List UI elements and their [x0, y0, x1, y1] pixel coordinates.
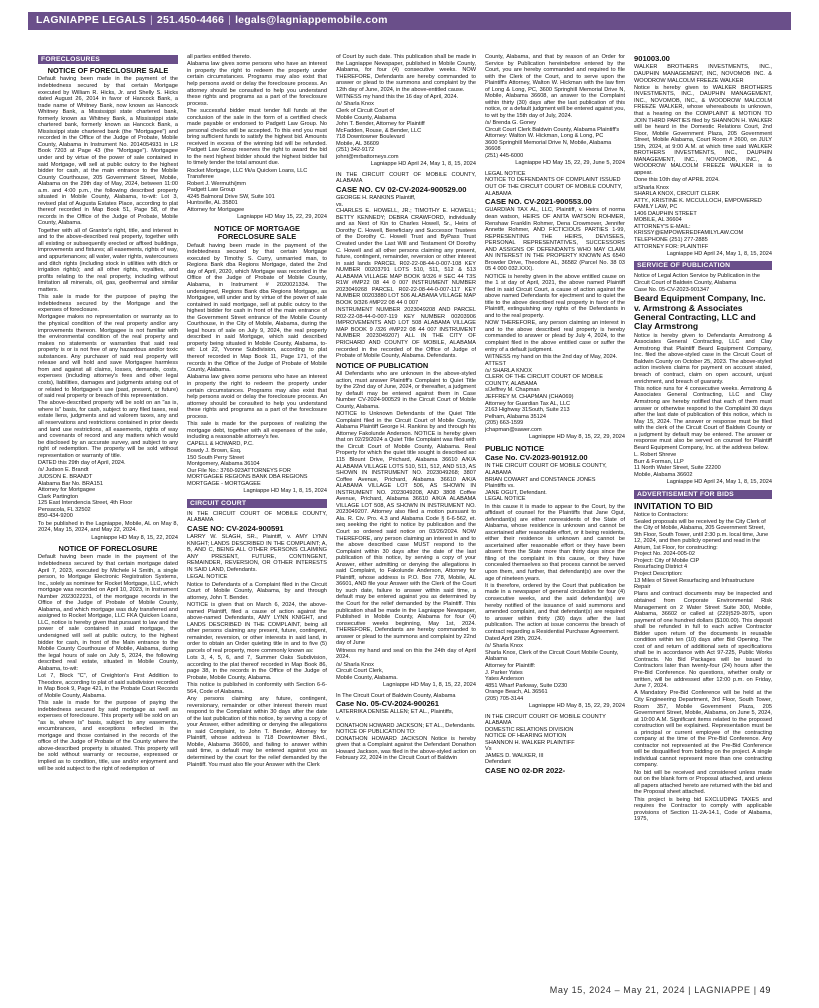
case-number: CASE NO. CV 02-CV-2024-900529.00 — [336, 184, 467, 194]
notice-signature: /s/ Judson E. Brandt JUDSON E. BRANDT Alabama Bar No. BRA151 Attorney for Mortgagee Clark Partington 125 East Intendencia Street, 4th Floor Pensacola, FL 32502 850-434-9200 — [38, 467, 133, 520]
notice-signature: /s/ Sharla Knox Clerk of Circuit Court of Mobile County, Alabama John T. Bender, Attorney for Plaintiff McFadden, Rouse, & Bender, LLC 718 Downtowner Boulevard Mobile, AL 36609 (251) 342-9172 johnt@mrbattorneys.com — [336, 101, 425, 160]
notice-body: Default having been made in the payment of the indebtedness secured by that certain mortgage dated April 7, 2023, executed by Michele H Smith, a single person, to Mortgage Electronic Registration Systems, Inc., solely as nominee for Rocket Mortgage, LLC, which mortgage was recorded on April 10, 2023, in Instrument Number 2023022231, of the mortgage records in the Office of the Judge of Probate of Mobile County, Alabama, and which mortgage was duly transferred and assigned to Rocket Mortgage, LLC FKA Quicken Loans, LLC, notice is hereby given that pursuant to law and the power of sale contained in said mortgage, the undersigned will sell at public outcry, to the highest bidder for cash, in front of the Main entrance to the Mobile County Courthouse of Mobile, Alabama, during the legal hours of sale on July 5, 2024, the following described real estate, situated in Mobile County, Alabama, to-wit: — [38, 554, 178, 672]
notice-title: PUBLIC NOTICE — [485, 443, 545, 453]
court-caption: IN THE CIRCUIT COURT OF MOBILE COUNTY, ALABAMA BRIAN COWART and CONSTANCE JONES Plaintiffs vs. JANE OGUT, Defendant. LEGAL NOTICE — [485, 463, 607, 503]
notice-body: NOTICE is given that on March 6, 2024, the above-named Plaintiff, filed a cause of action against the above-named Defendants, AMY LYNN KNIGHT, and LANDS DESCRIBED IN THE COMPLAINT, being all other persons claiming any present, future, contingent, remainder, reversion, or other interests in said land, in order to obtain an Order quieting title in and to five (5) parcels of real property, more commonly known as: — [187, 602, 327, 654]
notice-signature: L. Robert Shreve Burr & Forman, LLP 11 North Water Street, Suite 22200 Mobile, Alabama 36602 — [634, 452, 721, 478]
notice-body: NOTICE to Unknown Defendants of the Quiet Title Complaint filed in the Circuit Court of Mobile County, Alabama Plaintiff George H. Rankins by and through his Attorney Fakolunde Anderson. NOTICE is hereby given that on 02/29/2024 a Quiet Title Complaint was filed with the Circuit Court of Mobile County, Alabama. Real Property for which the quiet title sought is described as: 115 Blount Drive, Prichard, Alabama 36610 A/K/A ALABAMA VILLAGE LOTS 510, 511, 512, AND 513, AS SHOWN IN INSTRUMENT NO. 2023049268; 3807 Coffee Avenue, Prichard, Alabama 36610 A/K/A ALABAMA VILLAGE LOT 506, AS SHOWN IN INSTRUMENT NO. 2023049208, AND 3808 Coffee Avenue, Prichard, Alabama 36610 A/K/A ALABAMA VILLAGE LOT 508, AS SHOWN IN INSTRUMENT NO. 2023049207. Attorney also filed a motion pursuant to Ala. R. Civ. Pro. 4.3 and Alabama Code § 6-6-562, et. seq seeking the right to notice by publication and the Court so ordered said notice on 03/26/2024. NOW THEREFORE, any person claiming an interest in and to the above described case MUST respond to the Complaint within 30 days after the date of the last publication of this notice, by serving a copy of your Answer, either admitting or denying the allegations in said Complaint, to Fakolunde Anderson, Attorney for Plaintiff, whose address is P.O. Box 778, Mobile, AL 36601, AND file your Answer with the Clerk of the Court by such date, failure to answer within said time, a default may be entered against you as determined by the Court for the relief demanded by the Plaintiff. This publication shall be made in the Lagniappe Newspaper, Published in Mobile County, Alabama for four (4) consecutive weeks beginning, May 1st, 2024. THEREFORE, Defendants are hereby commanded to answer or plead to the summons and complaint by 22nd day of June — [336, 411, 476, 647]
notice-signature: /s/ Brenda G. Goney Circuit Court Clerk Baldwin County, Alabama Plaintiff's Attorney: Walton W. Hickman, Long & Long, PC 3600 Springhill Memorial Drive N, Mobile, Alabama 36608 (251) 445-6000 — [485, 120, 620, 159]
notice-body: all parties entitled thereto. — [187, 54, 252, 60]
section-bar-foreclosures: FORECLOSURES — [38, 55, 178, 64]
notice-body: In this cause it is made to appear to the Court, by the affidavit of counsel for the Plaintiffs that Jane Ogut, defendant(s) are either nonresidents of the State of Alabama, whose residence is unknown and cannot be ascertained after reasonable effort, or it being residents, either their residence is unknown and cannot be ascertained after reasonable effort or they have been absent from the State more than thirty days since the filing of the complaint in this cause, or they have concealed themselves so that process cannot be served upon them, and further, that defendant(s) are over the age of nineteen years. — [485, 503, 625, 582]
notice-body: Together with all of Grantor's right, title, and interest in and to the above-described real property, together with all existing or subsequently erected or affixed buildings, improvements and fixtures; all easements, rights of way, and appurtenances; all water, water rights, watercourses and ditch rights (including stock in utilities with ditch or irrigation rights); and all other rights, royalties, and profits relating to the real property, including without limitation all minerals, oil, gas, geothermal and similar matters. — [38, 227, 178, 293]
brand-name: LAGNIAPPE LEGALS — [36, 14, 146, 26]
notice-body: Plans and contract documents may be inspected and obtained from Corporate Environmental Risk Management on 2 Water Street Suite 300, Mobile, Alabama, 36602 or called at (229)529-3975, upon payment of one hundred dollars ($100.00). This deposit shall be refunded in full to each active Contractor Bidder upon return of the documents in reusable condition within ten (10) days after Bid Opening. The cost of and return of additional sets of specifications shall be in accordance with Act 97-225, Public Works Contracts. No Bid Packages will be issued to Contractors later than twenty-four (24) hours after the Pre-Bid Conference. No questions, whether orally or written, will be addressed after 12:00 p.m. on Friday, June 7, 2024. — [634, 591, 772, 690]
notice-date: Done this 10th day of APRIL 2024. — [634, 177, 720, 184]
court-caption: In The Circuit Court of Baldwin County, Alabama — [336, 692, 456, 699]
notice-body: INSTRUMENT NUMBER 2023049208 AND PARCEL R02-22-08-44-0-007-119 KEY NUMBER 00203906 IMPROVEMENTS AND LOT 508 ALABAMA VILLAGE MAP BOOK 9 /326 #MP22 08 44 007 INSTRUMENT NUMBER 2023049207) ALL IN THE CITY OF PRICHARD AND COUNTY OF MOBILE, ALABAMA recorded in the recorded of the Office of Judge of Probate of Mobile County, Alabama. Defendants. — [336, 307, 476, 360]
header-separator: | — [149, 14, 153, 26]
notice-body: All Defendants who are unknown in the above-styled action, must answer Plaintiff's Complaint to Quiet Title by the 22nd day of June, 2024, or thereafter, a judgment by default may be entered against them in Case Number CV-2024-900529 in the Circuit Court of Mobile County, Alabama. — [336, 371, 476, 410]
notice-body: Notice is hereby given to WALKER BROTHERS INVESTMENTS, INC., DAUPHIN MANAGEMENT, INC., NOVOMOB, INC., & WOODROW MALCOLM FREEZE WALKER, whose whereabouts is unknown, that a hearing on the COMPLAINT & MOTION TO JOIN THIRD PARTIES filed by SHANNON H. WALKER will be heard in the Domestic Relations Court, 2nd Floor, Mobile Government Plaza, 205 Government Street, Mobile Alabama, Court Room # 2600, on JULY 15th, 2024, at 9:00 A.M. at which time said WALKER BROTHERS INVESTMENTS, INC., DAUPHIN MANAGEMENT, INC., NOVOMOB, INC., & WOODROW MALCOLM FREEZE WALKER is to appear. — [634, 84, 772, 176]
case-number: CASE NO. CV-2021-900553.00 — [485, 197, 592, 207]
notice-signature: ATTEST /s/ SHARLA KNOX CLERK OF THE CIRCUIT COURT OF MOBILE COUNTY, ALABAMA s/Jeffrey M. Chapman JEFFREY M. CHAPMAN (CHA069) Attorney for Guardian Tax AL, LLC 2163 Highway 31South, Suite 213 Pelham, Alabama 35124 (205) 663-1599 jchapman@sawer.com — [485, 361, 604, 433]
notice-body: Notice to Contractors: Sealed proposals will be received by the City Clerk of the City of Mobile, Alabama, 205 Government Street, 9th Floor, South Tower, until 2:30 p.m. local time, June 12, 2024, and then publicly opened and read in the Atrium, 1st Floor, for constructing: Project No. 2024-005-02 Project: City of Mobile CIP Resurfacing District 4 Project Description: 13 Miles of Street Resurfacing and Infrastructure Repair — [634, 512, 769, 591]
column-5 — [634, 54, 772, 959]
case-number: CASE NO 02-DR 2022- — [485, 766, 566, 776]
footer-dates: May 15, 2024 – May 21, 2024 — [549, 985, 686, 995]
notice-body: This notice is published in conformity with Section 6-6-564, Code of Alabama. — [187, 682, 327, 695]
notice-body: The successful bidder must tender full funds at the conclusion of the sale in the form of a certified check made payable or endorsed to Padgett Law Group. No personal checks will be accepted. To this end you must bring sufficient funds to satisfy the highest bid. Amounts received in excess of the winning bid will be refunded. Padgett Law Group reserves the right to award the bid to the next highest bidder should the highest bidder fail to timely tender the total amount due. — [187, 107, 327, 167]
notice-body: This sale is made for the purposes of realizing the mortgage debt, together with all expenses of the sale, including a reasonable attorney's fee. — [187, 421, 327, 441]
court-caption: IN THE CIRCUIT COURT OF MOBILE COUNTY, ALABAMA — [336, 171, 476, 185]
case-number: Case No. 05-CV-2024-900261 — [336, 699, 440, 709]
footer-separator: | — [753, 985, 760, 995]
section-bar-service-of-publication: SERVICE OF PUBLICATION — [634, 261, 772, 270]
legal-columns — [38, 54, 772, 959]
header-email[interactable]: legals@lagniappemobile.com — [235, 14, 388, 26]
publication-dates: Lagniappe HD May 15, 22, 29, June 5, 2024 — [515, 160, 625, 167]
notice-date: Dated April 29th, 2024. — [485, 636, 542, 643]
notice-body: A Mandatory Pre-Bid Conference will be held at the City Engineering Department, 3rd Floor, South Tower, Room 357, Mobile Government Plaza, 205 Government Street, Mobile, Alabama, on June 5, 2024, at 10:00 A.M. Significant items related to the proposed construction will be explained. Representation must be a principal or current employee of the contracting company at the time of the Pre-Bid Conference. Any contractor not represented at the Pre-Bid Conference will be disqualified from bidding on the project. A single individual cannot represent more than one contracting company. — [634, 690, 772, 769]
notice-witness: WITNESS my hand on this the 2nd day of May, 2024. — [485, 353, 618, 360]
notice-body: No bid will be received and considered unless made out on the blank form or Proposal attached, and unless all papers attached hereto are returned with the bid and the Proposal sheet attached. — [634, 769, 772, 796]
notice-body: The above-described property will be sold on an "as is, where is" basis, for cash, subject to any filed taxes, real estate liens, judgments and ad valorem taxes, any and all reservations and restrictions contained in prior deeds and land use restrictions, all easements, rights of way and covenants of record and any matters which would be disclosed by an accurate survey, and subject to any right of redemption. The property will be sold without representation or warranty of title. — [38, 400, 178, 459]
notice-body: LARRY W. SLAGH, SR., Plaintiff, v. AMY LYNN KNIGHT; LANDS DESCRIBED IN THE COMPLAINT; A, B, AND C, BEING ALL OTHER PERSONS CLAIMING ANY PRESENT, FUTURE, CONTINGENT, REMAINDER, REVERSION, OR OTHER INTERESTS IN SAID LAND, Defendants. — [187, 534, 327, 573]
footer-separator: | — [688, 985, 695, 995]
notice-body: Alabama law gives some persons who have an interest in property the right to redeem the property under certain circumstances. Programs may also exist that help persons avoid or delay the foreclosure process. An attorney should be consulted to help you understand these rights and programs as a part of the foreclosure process. — [187, 374, 327, 420]
notice-body: This notice runs for 4 consecutive weeks. Armstrong & Associates General Contracting, LLC and Clay Armstrong are hereby notified that each of them must answer or otherwise respond to the Complaint 30 days after the last date of publication of this notice, which is May 15, 2024. The answer or response must be filed with the clerk of the Circuit Court of Baldwin County or a judgment by default may be entered. The answer or response must also be served on counsel for Plaintiff Beard Equipment Company, Inc. at the address below. — [634, 385, 772, 451]
publication-dates: Lagniappe HD April 24, May 1, 8, 15, 2024 — [370, 161, 476, 168]
page-header — [0, 0, 819, 52]
publication-dates: Lagniappe HD May 8, 15, 22, 29, 2024 — [528, 703, 625, 710]
footer-text — [550, 985, 771, 995]
notice-body: Default having been made in the payment of the indebtedness secured by that certain Mortgage executed by Timothy S. Curry, unmarried man, to Regions Bank dba Regions Mortgage, dated the 2nd day of April, 2020, which Mortgage was recorded in the Office of the Judge of Probate of Mobile County, Alabama, in Instrument # 2020021334. The undersigned, Regions Bank dba Regions Mortgage, as Mortgagee, will under and by virtue of the power of sale contained in said mortgage, sell at public outcry to the highest bidder for cash in front of the main entrance of the Government Street entrance of the Mobile County Courthouse, in the City of Mobile, Alabama, during the legal hours of sale on July 9, 2024, the real property described in said Mortgage, which said described property being situated in Mobile County, Alabama, to-wit: Lot 22, Yvonne Subdivision, according to plat thereof recorded in Map Book 11, Page 171, of the records in the Office of the Judge of Probate of Mobile County, Alabama. — [187, 242, 327, 374]
notice-title: NOTICE OF PUBLICATION — [336, 360, 429, 370]
publication-dates: Lagniappe HD May 1, 8, 15, 2024 — [243, 488, 327, 495]
notice-body: GEORGE H. RANKINS Plaintiff, vs. CHARLES E. HOWELL, JR.; TIMOTHY E. HOWELL; BETTY KENNEDY; DEBRA CRAWFORD, individually and as Next of Kin to Charles Howell, Sr., Heirs of Dorothy C. Howell, Beneficiary and Successor Trustees of the Dorothy C. Howell Trust and ByPass Trust Created under the Last Will and Testament Of Dorothy C. Howell and all other persons claiming any present, future, contingent, remainder, reversion or other interest in said lands PARCEL R02-22-08-44-0-007-108 KEY NUMBER 00203791 LOTS 510, 511, 512 & 513 ALABAMA VILLAGE MAP BOOK 9/326 # SEC 44 T3S R1W #MP22 08 44 0 007 INSTRUMENT NUMBER 2023049268 PARCEL R02-22-08-44-0-007-117 KEY NUMBER 00203880 LOT 506 ALABAMA VILLAGE MAP BOOK 9/326 #MP22 08 44 0 007 — [336, 195, 476, 306]
notice-signature: Rocket Mortgage, LLC f/k/a Quicken Loans, LLC Transferee Robert J. Wermuth/jmm Padgett Law Group 4245 Balmoral Drive SW, Suite 101 Huntsville, AL 35801 Attorney for Mortgagee — [187, 167, 308, 213]
column-4 — [485, 54, 625, 959]
column-1 — [38, 54, 178, 959]
notice-title: NOTICE OF MORTGAGE FORECLOSURE SALE — [214, 223, 300, 242]
notice-label: LEGAL NOTICE — [187, 574, 228, 581]
court-caption: IN THE CIRCUIT COURT OF MOBILE COUNTY ALABAMA DOMESTIC RELATIONS DIVISION NOTICE OF HEARING MOTION SHANNON H. WALKER PLAINTIFF Vs JAMES D. WALKER, III Defendant — [485, 713, 606, 766]
publication-dates: Lagniappe HD April 24, May 1, 8, 15, 2024 — [666, 479, 772, 486]
notice-body: LATERRIKA DENISE ALLEN; ET AL., Plaintiffs, v. DONATHON HOWARD JACKSON; ET AL., Defendants. NOTICE OF PUBLICATION TO: DONATHON HOWARD JACKSON Notice is hereby given that a Complaint against the Defendant Donathon Howard Jackson, was filed in the above-styled action on February 22, 2024 in the Circuit Court of Baldwin — [336, 709, 476, 762]
notice-date: DATED this 29th day of April, 2024. — [38, 460, 126, 467]
notice-signature: CAPELL & HOWARD, P.C. Bowdy J. Brown, Esq. 150 South Perry Street Montgomery, Alabama 36104 Our File No.: 3760-923ATTORNEYS FOR MORTGAGEE REGIONS BANK DBA REGIONS MORTGAGE - MORTGAGEE — [187, 441, 308, 487]
publication-dates: Lagniappe HD April 24, May 1, 8, 15, 2024 — [666, 250, 772, 257]
publication-dates: Lagniappe HD May 8, 15, 22, 2024 — [91, 534, 178, 541]
notice-publication: To be published in the Lagniappe, Mobile, AL on May 8, 2024, May 15, 2024, and May 22, 2024. — [38, 520, 178, 534]
notice-body: NOTICE is hereby given in the above entitled cause on the 1 st day of April, 2021, the above named Plaintiff filed in said Circuit Court, a cause of action against the above named Defendants for ejectment and to quiet the title to the above described real property in favor of the Plaintiff, extinguishing any rights of the Defendants in and to the real property. — [485, 273, 625, 320]
notice-witness: Witness my hand and seal on this the 24th day of April 2024. — [336, 647, 476, 661]
section-bar-advertisement-for-bids: ADVERTISEMENT FOR BIDS — [634, 490, 772, 499]
notice-body: Notice to Defendants of a Complaint filed in the Circuit Court of Mobile County, Alabama, by and through attorney, John T. Bender. — [187, 581, 327, 601]
notice-body: County, Alabama, and that by reason of an Order for Service by Publication hereinbefore entered by the Court, you are hereby commanded and required to file with the Clerk of the Court, and to serve upon the Plaintiff's Attorney, Walton W. Hickman with the law firm of Long & Long, PC, 3600 Springhill Memorial Drive N, Mobile, Alabama 36608, an answer to the Complaint within thirty (30) days after the last publication of this notice, or a default judgment will be entered against you, to wit by the 15th day of July, 2024. — [485, 54, 625, 119]
notice-intro: Notice of Legal Action Service by Publication in the Circuit Court of Baldwin County, Alabama Case No. 05-CV-2023-901347 — [634, 273, 760, 293]
notice-body: This sale is made for the purpose of paying the indebtedness secured by the Mortgage and the expenses of foreclosure. — [38, 294, 178, 314]
publication-dates: Lagniappe HD May 8, 15, 22, 29, 2024 — [528, 434, 625, 441]
page-number: 49 — [759, 985, 771, 995]
notice-signature: /s/ Sharla Knox Circuit Court Clerk, Mobile County, Alabama. — [336, 661, 398, 681]
notice-label: LEGAL NOTICE NOTICE TO DEFENDANTS OF COMPLAINT ISSUED OUT OF THE CIRCUIT COURT OF MOBILE COUNTY, ALABAMA — [485, 170, 623, 197]
case-number: Case No. CV-2023-901912.00 — [485, 453, 588, 463]
column-2 — [187, 54, 327, 959]
notice-body: This project is being bid EXCLUDING TAXES and requires the Contractor to comply with applicable provisions of Section 11-2A-14.1, Code of Alabama, 1975, — [634, 796, 772, 823]
notice-signature: s/Sharla Knox SHARLA KNOX, CIRCUIT CLERK ATTY., KRISTINE K. MCCULLOCH, EMPOWERED FAMILY LAW, PC 1406 DAUPHIN STREET MOBILE, AL 36604 ATTORNEY'S E-MAIL: KRISSY@EMPOWEREDFAMILYLAW.COM TELEPHONE (251) 277-2885 ATTORNEY FOR: PLAINTIFF — [634, 184, 762, 250]
notice-body: Any persons claiming any future, contingent, reversionary, remainder or other interest therein must respond to the Complaint within 30 days after the date of the last publication of this notice, by serving a copy of your Answer, either admitting or denying the allegations in said Complaint, to John T. Bender, Attorney for Plaintiff, whose address is 718 Downtowner Blvd., Mobile, Alabama 36609, and failing to answer within said time, a default may be entered against you as determined by the court for the relief demanded by the Plaintiff. You must also file your Answer with the Clerk — [187, 696, 327, 768]
notice-signature: /s/ Sharla Knox Sharla Knox, Clerk of the Circuit Court Mobile County, Alabama Attorney for Plaintiff: J. Parker Yates Yates Anderson 4851 Wharf Parkway, Suite D230 Orange Beach, AL 36561 (205) 705-3144 — [485, 643, 619, 702]
notice-body: Default having been made in the payment of the indebtedness secured by that certain Mortgage executed by William R. Hicks, Jr. and Shelly S. Hicks dated August 26, 2014 in favor of Hancock Bank, a trade name of Whitney Bank, now known as Hancock Whitney Bank, a Mississippi state chartered bank, formerly known as Whitney Bank, a Mississippi state chartered bank, formerly known as Hancock Bank, a Mississippi state chartered bank (the "Mortgagee") and recorded in the Office of the Judge of Probate, Mobile County, Alabama in Instrument No. 2014054931 in LR Book 7203 at Page 43 (the "Mortgage"). Mortgagee under and by virtue of the power of sale contained in said Mortgage, will sell at public outcry to the highest bidder for cash, at the main entrance to the Mobile County Courthouse, 205 Government Street, Mobile, Alabama on the 29th day of May, 2024, between 11:00 a.m. and 4:00 p.m., the following described property situated in Mobile County, Alabama, to-wit: Lot 3, revised plat of Augusta Estates Place, according to plat thereof recorded in Map Book 51, Page 58, of the records in the Office of the Judge of Probate, Mobile County, Alabama. — [38, 76, 178, 227]
publication-dates: Lagniappe HD May 15, 22, 29, 2024 — [237, 214, 327, 221]
notice-body: This sale is made for the purpose of paying the indebtedness secured by said mortgage as well as expenses of foreclosure. This property will be sold on an "as is, where is" basis, subject to any easements, encumbrances, and exceptions reflected in the mortgage and those contained in the records of the office of the Judge of Probate of the County where the above-described property is situated. This property will be sold without warranty or recourse, expressed or implied as to condition, title, use and/or enjoyment and will be sold subject to the right of redemption of — [38, 700, 178, 772]
notice-body: Alabama law gives some persons who have an interest in property the right to redeem the property under certain circumstances. Programs may also exist that help persons avoid or delay the foreclosure process. An attorney should be consulted to help you understand these rights and programs as a part of the foreclosure process. — [187, 61, 327, 107]
notice-body: Lot 7, Block "C", of Creighton's First Addition to Theodore, according to plat of said subdivision recorded in Map Book 9, Page 421, in the Probate Court Records of Mobile County, Alabama. — [38, 673, 178, 699]
notice-title: NOTICE OF FORECLOSURE SALE — [47, 66, 169, 75]
notice-body: NOW THEREFORE, any person claiming an interest in and to the above described real property is hereby commanded to answer or plead by July 4, 2024, to the complaint filed in the above entitled case or suffer the entry of a default judgment. — [485, 320, 625, 353]
court-caption: IN THE CIRCUIT COURT OF MOBILE COUNTY, ALABAMA — [187, 510, 327, 524]
footer-publication: LAGNIAPPE — [694, 985, 751, 995]
column-3 — [336, 54, 476, 959]
header-separator: | — [228, 14, 232, 26]
notice-body: GUARDIAN TAX AL, LLC, Plaintiff, v. Heirs of norma dean watson, HEIRS OF ANITA WATSON ROHMER, Renshaw Franklin Rohmer, Dena Crowmover, Jennifer Annette Rohmer, AND FICTICIOUS PARTIES 1-99, REPRESENTING THE HEIRS, DEVISEES, PERSONAL REPRESENTATIVES, SUCCESSORS AND ASSIGNS OF DEFENDANTS WHO MAY CLAIM AN INTEREST IN THE PROPERTY KNOWN AS 6540 Browder Drive, Theodore AL, 36582 (Parcel No. 38 03 05 4 000 032.XXX). — [485, 207, 625, 273]
case-number: 901003.00 — [634, 54, 670, 63]
notice-title: NOTICE OF FORECLOSURE — [58, 544, 158, 554]
case-number: CASE NO: CV-2024-900591 — [187, 523, 284, 533]
notice-body: Mortgagee makes no representation or warranty as to the physical condition of the real property and/or any improvements thereon. Mortgagee is not familiar with the environmental condition of the real property and makes no statements or warranties that said real property is or is not free of any hazardous and/or toxic substances. Any purchaser of said real property will release and will hold and save Mortgagee harmless from and against all claims, losses, demands, costs, expenses (including attorney's fees and other legal costs), liabilities, damages and judgments arising out of or related to Mortgagee's use (past, present, or future) of said real property or breach of this representation. — [38, 314, 178, 400]
header-text — [36, 14, 388, 26]
section-bar-circuit-court: CIRCUIT COURT — [187, 499, 327, 508]
notice-title: INVITATION TO BID — [634, 500, 713, 511]
page-footer — [0, 980, 819, 1008]
notice-body: Notice is hereby given to Defendants Armstrong & Associates General Contracting, LLC and Clay Armstrong that Plaintiff Beard Equipment Company, Inc. filed the above-styled case in the Circuit Court of Baldwin County on October 25, 2023. The above-styled action involves claims for payment on account stated, breach of contract, claim on open account, unjust enrichment, and breach of guaranty. — [634, 332, 772, 385]
notice-body: Lots 3, 4, 5, 6, and 7, Summer Oaks Subdivision, according to the plat thereof recorded in Map Book 86, page 38, in the records in the Office of the Judge of Probate, Mobile County, Alabama. — [187, 655, 327, 681]
notice-witness: WITNESS my hand this the 16 day of April, 2024. — [336, 94, 459, 101]
notice-body: of Court by such date. This publication shall be made in the Lagniappe Newspaper, published in Mobile County, Alabama, for four (4) consecutive weeks. NOW THEREFORE, Defendants are hereby commanded to answer or plead to the summons and complaint by the 12th day of June, 2024, in the above-entitled cause. — [336, 54, 476, 93]
notice-body: It is therefore, ordered by the Court that publication be made in a newspaper of general circulation for four (4) consecutive weeks, and the said defendant(s) are hereby notified of the issuance of said summons and amended complaint, and that defendant(s) are required to answer within thirty (30) days after the last publication. The action at issue concerns the breach of contract regarding a Residential Purchase Agreement. — [485, 582, 625, 635]
notice-title: Beard Equipment Company, Inc. v. Armstrong & Associates General Contracting, LLC and Clay Armstrong — [634, 293, 766, 332]
header-phone[interactable]: 251.450-4466 — [156, 14, 225, 26]
notice-body: WALKER BROTHERS INVESTMENTS, INC., DAUPHIN MANAGEMENT, INC, NOVOMOB INC. & WOODROW MALCOLM FREEZE WALKER — [634, 64, 772, 84]
publication-dates: Lagniappe HD May 1, 8, 15, 22, 2024 — [383, 681, 476, 688]
